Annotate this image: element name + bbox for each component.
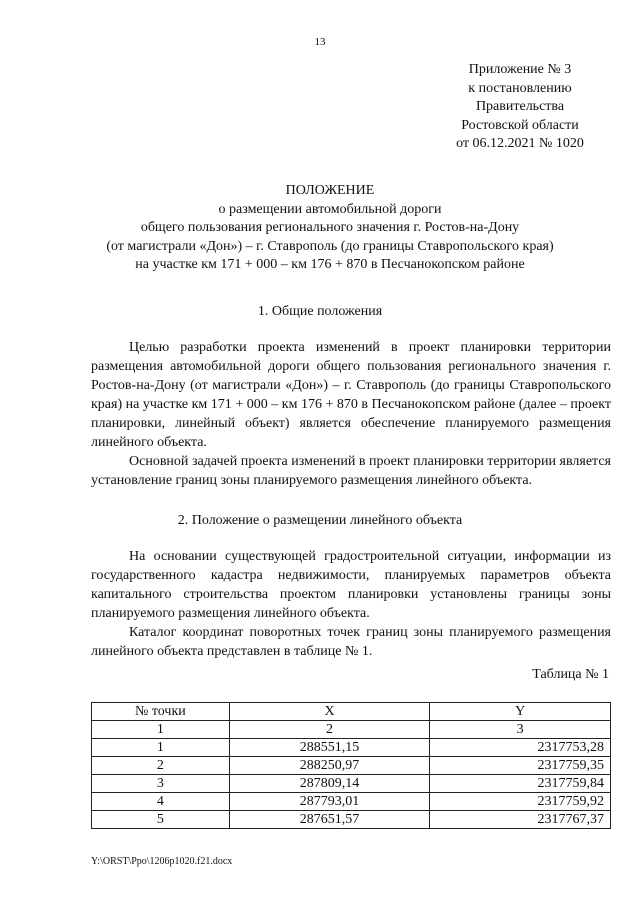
table-cell: 3 [430, 721, 611, 739]
coordinates-table [91, 702, 611, 829]
table-header-row [92, 703, 611, 721]
title-line: общего пользования регионального значения г. Ростов-на-Дону [140, 220, 520, 235]
table-index-row [92, 721, 611, 739]
column-header: Y [430, 703, 611, 721]
table-cell: 287651,57 [229, 811, 430, 829]
table-cell: 2317759,35 [430, 757, 611, 775]
page-number: 13 [314, 36, 326, 48]
table-cell: 2317767,37 [430, 811, 611, 829]
table-cell: 5 [92, 811, 230, 829]
footer-file-path: Y:\ORST\Ppo\1206p1020.f21.docx [91, 856, 233, 867]
table-cell: 2317753,28 [430, 739, 611, 757]
column-header: X [229, 703, 430, 721]
appendix-line: от 06.12.2021 № 1020 [456, 136, 584, 151]
table-cell: 1 [92, 721, 230, 739]
paragraph: Основной задачей проекта изменений в проект планировки территории является установление границ зоны планируемого размещения линейного объекта. [91, 454, 611, 488]
section-heading-general: 1. Общие положения [257, 304, 383, 319]
title-line: о размещении автомобильной дороги [218, 201, 442, 217]
table-cell: 3 [92, 775, 230, 793]
table-row [92, 739, 611, 757]
table-cell: 4 [92, 793, 230, 811]
table-cell: 288551,15 [229, 739, 430, 757]
table-cell: 2 [92, 757, 230, 775]
table-cell: 287809,14 [229, 775, 430, 793]
section-heading-placement: 2. Положение о размещении линейного объекта [177, 513, 463, 528]
table-cell: 2317759,84 [430, 775, 611, 793]
appendix-note [420, 61, 620, 154]
table-cell: 288250,97 [229, 757, 430, 775]
appendix-line: Приложение № 3 [468, 62, 572, 77]
paragraph: Целью разработки проекта изменений в проект планировки территории размещения автомобильной дороги общего пользования регионального значения г. Ростов-на-Дону (от магистрали «Дон») – г. Ставрополь (до границы Ставропольского края) на участке км 171 + 000 – км 176 + 870 в Песчанокопском районе (далее – проект планировки, линейный объект) является обеспечение планируемого размещения линейного объекта. [91, 340, 611, 450]
paragraph: Каталог координат поворотных точек границ зоны планируемого размещения линейного объекта представлен в таблице № 1. [91, 625, 611, 659]
appendix-line: Правительства [475, 99, 565, 114]
title-line: ПОЛОЖЕНИЕ [285, 183, 375, 198]
table-row [92, 811, 611, 829]
title-line: (от магистрали «Дон») – г. Ставрополь (до границы Ставропольского края) [106, 238, 554, 254]
table-row [92, 793, 611, 811]
section-general-body [91, 338, 611, 490]
document-title [40, 182, 620, 275]
appendix-line: Ростовской области [461, 117, 579, 133]
paragraph: На основании существующей градостроительной ситуации, информации из государственного кадастра недвижимости, планируемых параметров объекта капитального строительства проектом планировки установлены границы зоны планируемого размещения линейного объекта. [91, 549, 611, 621]
table-cell: 287793,01 [229, 793, 430, 811]
table-row [92, 757, 611, 775]
table-cell: 2 [229, 721, 430, 739]
table-cell: 1 [92, 739, 230, 757]
column-header: № точки [92, 703, 230, 721]
section-placement-body [91, 547, 611, 661]
table-cell: 2317759,92 [430, 793, 611, 811]
table-row [92, 775, 611, 793]
title-line: на участке км 171 + 000 – км 176 + 870 в Песчанокопском районе [135, 257, 525, 272]
appendix-line: к постановлению [468, 80, 572, 96]
table-caption: Таблица № 1 [532, 667, 609, 682]
